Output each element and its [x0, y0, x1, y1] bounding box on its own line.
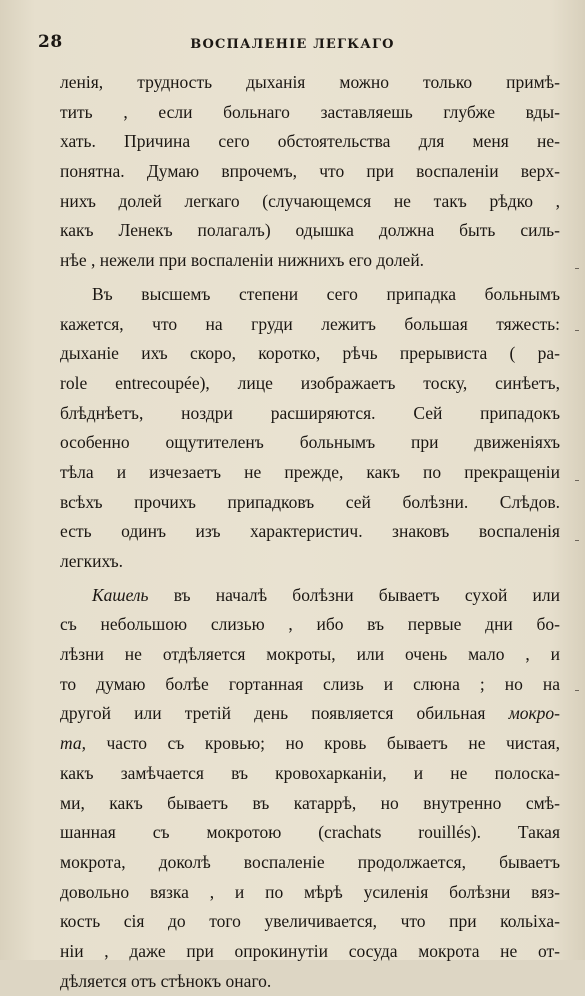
text-line: мокрота, доколѣ воспаленіе продолжается, бываетъ	[60, 851, 560, 872]
text-line	[60, 729, 560, 759]
text-run: часто съ кровью; но кровь бываетъ не чистая,	[85, 733, 560, 754]
margin-mark	[575, 540, 579, 541]
text-line: дѣляется отъ стѣнокъ онаго.	[60, 970, 272, 991]
text-line: хать. Причина сего обстоятельства для меня не-	[60, 131, 560, 152]
text-line: тить , если больнаго заставляешь глубже вды-	[60, 101, 560, 122]
text-line: легкихъ.	[60, 551, 124, 571]
page-header	[0, 32, 585, 56]
text-line: нѣе , нежели при воспаленіи нижнихъ его долей.	[60, 250, 425, 271]
italic-term: мокро-	[508, 703, 560, 724]
text-line: дыханіе ихъ скоро, коротко, рѣчь прерывиста ( pa-	[60, 343, 560, 364]
text-line: какъ Ленекъ полагалъ) одышка должна быть силь-	[60, 220, 560, 241]
text-line: нихъ долей легкаго (случающемся не такъ рѣдко ,	[60, 190, 560, 211]
text-line: ми, какъ бываетъ въ катаррѣ, но внутренно смѣ-	[60, 792, 560, 813]
running-head: ВОСПАЛЕНІЕ ЛЕГКАГО	[190, 37, 395, 52]
text-line: понятна. Думаю впрочемъ, что при воспаленіи верх-	[60, 161, 560, 182]
text-line: блѣднѣетъ, ноздри расширяются. Сей припадокъ	[60, 402, 560, 423]
text-line: какъ замѣчается въ кровохарканіи, и не полоска-	[60, 762, 560, 783]
text-line: Въ высшемъ степени сего припадка больнымъ	[92, 283, 560, 304]
text-line: кажется, что на груди лежитъ большая тяжесть:	[60, 313, 560, 334]
italic-term: та,	[60, 733, 86, 754]
text-run: въ началѣ болѣзни бываетъ сухой или	[148, 584, 560, 605]
margin-mark	[575, 690, 579, 691]
text-line: съ небольшою слизью , ибо въ первые дни бо-	[60, 614, 560, 635]
paragraph-1	[60, 68, 560, 276]
text-line: то думаю болѣе гортанная слизь и слюна ; но на	[60, 673, 560, 694]
text-line: особенно ощутителенъ больнымъ при движеніяхъ	[60, 432, 560, 453]
margin-mark	[575, 330, 579, 331]
text-line: ленія, трудность дыханія можно только примѣ-	[60, 72, 560, 92]
paragraph-2	[60, 280, 560, 577]
text-line: ніи , даже при опрокинутіи сосуда мокрота не от-	[60, 940, 560, 961]
body-text	[60, 68, 560, 996]
text-line: есть одинъ изъ характеристич. знаковъ воспаленія	[60, 521, 560, 542]
italic-term: Кашель	[92, 584, 149, 605]
text-line	[60, 699, 560, 729]
paragraph-3	[60, 581, 560, 996]
text-line: role entrecoupée), лице изображаетъ тоску, синѣетъ,	[60, 372, 560, 393]
text-line: всѣхъ прочихъ припадковъ сей болѣзни. Слѣдов.	[60, 491, 560, 512]
margin-mark	[575, 480, 579, 481]
text-line: кость сія до того увеличивается, что при кольіха-	[60, 911, 560, 932]
text-run: другой или третій день появляется обильная	[60, 703, 509, 724]
text-line: тѣла и изчезаетъ не прежде, какъ по прекращеніи	[60, 461, 560, 482]
text-line: довольно вязка , и по мѣрѣ усиленія болѣзни вяз-	[60, 881, 560, 902]
page-number: 28	[38, 32, 63, 52]
text-line: шанная съ мокротою (crachats rouillés). Такая	[60, 822, 560, 843]
text-line	[60, 581, 560, 611]
margin-mark	[575, 268, 579, 269]
text-line: лѣзни не отдѣляется мокроты, или очень мало , и	[60, 644, 560, 665]
